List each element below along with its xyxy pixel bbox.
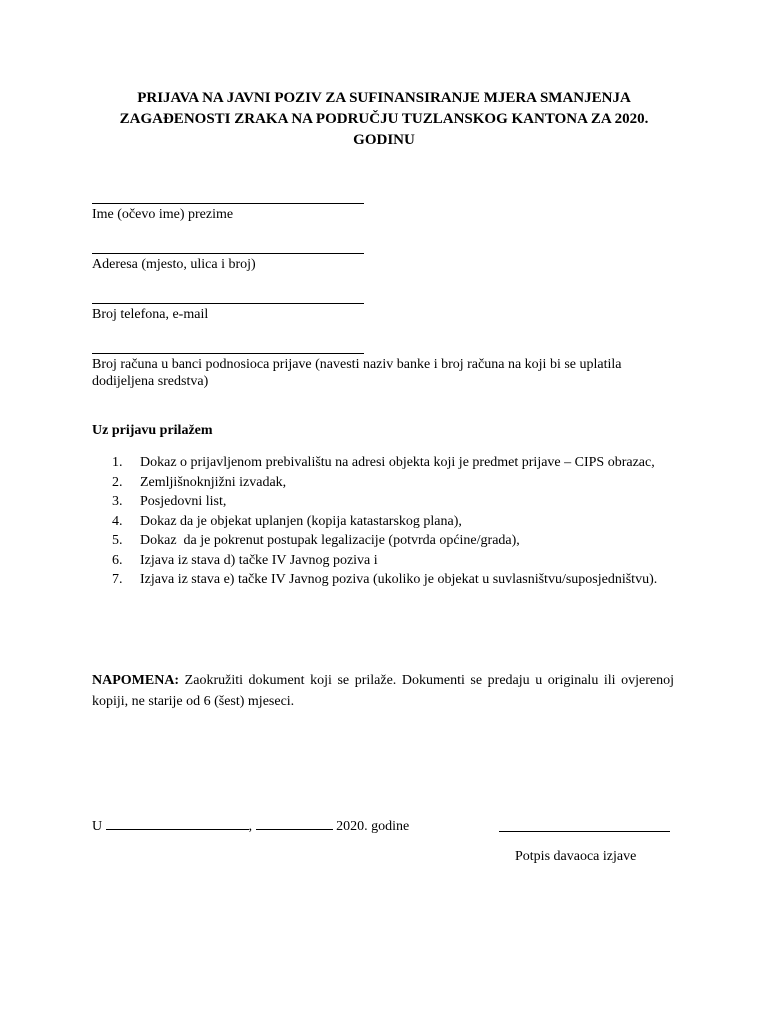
name-label: Ime (očevo ime) prezime bbox=[92, 207, 234, 222]
bank-account-underline bbox=[92, 353, 364, 354]
list-item-text: Izjava iz stava d) tačke IV Javnog poziva i bbox=[140, 552, 378, 568]
attachments-heading: Uz prijavu prilažem bbox=[92, 423, 213, 438]
note-paragraph bbox=[92, 670, 674, 712]
place-date-line bbox=[92, 816, 409, 835]
list-item bbox=[92, 512, 672, 532]
list-item-text: Izjava iz stava e) tačke IV Javnog poziva (ukoliko je objekat u suvlasništvu/suposjedništvu). bbox=[140, 572, 658, 587]
document-title: PRIJAVA NA JAVNI POZIV ZA SUFINANSIRANJE MJERA SMANJENJA ZAGAĐENOSTI ZRAKA NA PODRUČJU TUZLANSKOG KANTONA ZA 2020. GODINU bbox=[119, 90, 649, 148]
note-text: Zaokružiti dokument koji se prilaže. Dokumenti se predaju u originalu ili ovjerenoj kopiji, ne starije od 6 (šest) mjeseci. bbox=[92, 673, 674, 709]
bank-account-field bbox=[92, 353, 632, 390]
list-item-number: 7. bbox=[112, 572, 123, 587]
list-item-number: 2. bbox=[112, 474, 123, 490]
address-underline bbox=[92, 253, 364, 254]
contact-underline bbox=[92, 303, 364, 304]
list-item-text: Dokaz o prijavljenom prebivalištu na adresi objekta koji je predmet prijave – CIPS obrazac, bbox=[140, 455, 655, 470]
bank-account-label: Broj računa u banci podnosioca prijave (navesti naziv banke i broj računa na koji bi se uplatila dodijeljena sredstva) bbox=[92, 357, 622, 389]
list-item bbox=[92, 531, 672, 551]
attachments-list bbox=[92, 453, 672, 590]
place-prefix: U bbox=[92, 819, 103, 834]
contact-label: Broj telefona, e-mail bbox=[92, 307, 209, 322]
list-item-text: Posjedovni list, bbox=[140, 494, 227, 509]
date-separator: , bbox=[248, 819, 253, 834]
address-field bbox=[92, 253, 632, 273]
list-item-number: 1. bbox=[112, 455, 123, 470]
address-label: Aderesa (mjesto, ulica i broj) bbox=[92, 257, 256, 272]
contact-field bbox=[92, 303, 632, 323]
signature-line bbox=[499, 831, 670, 832]
place-blank bbox=[106, 816, 249, 830]
list-item-number: 4. bbox=[112, 513, 123, 529]
name-field bbox=[92, 203, 632, 223]
note-label: NAPOMENA: bbox=[92, 673, 180, 688]
list-item bbox=[92, 551, 672, 571]
list-item bbox=[92, 453, 672, 473]
list-item bbox=[92, 570, 672, 590]
list-item bbox=[92, 473, 672, 493]
list-item-number: 6. bbox=[112, 552, 123, 568]
list-item-number: 5. bbox=[112, 533, 123, 548]
signature-label: Potpis davaoca izjave bbox=[515, 849, 637, 864]
year-suffix: 2020. godine bbox=[336, 819, 410, 834]
list-item-text: Zemljišnoknjižni izvadak, bbox=[140, 474, 287, 490]
list-item-text: Dokaz da je pokrenut postupak legalizacije (potvrda općine/grada), bbox=[140, 533, 520, 548]
name-underline bbox=[92, 203, 364, 204]
list-item bbox=[92, 492, 672, 512]
list-item-text: Dokaz da je objekat uplanjen (kopija katastarskog plana), bbox=[140, 513, 462, 529]
date-blank bbox=[256, 816, 333, 830]
list-item-number: 3. bbox=[112, 494, 123, 509]
